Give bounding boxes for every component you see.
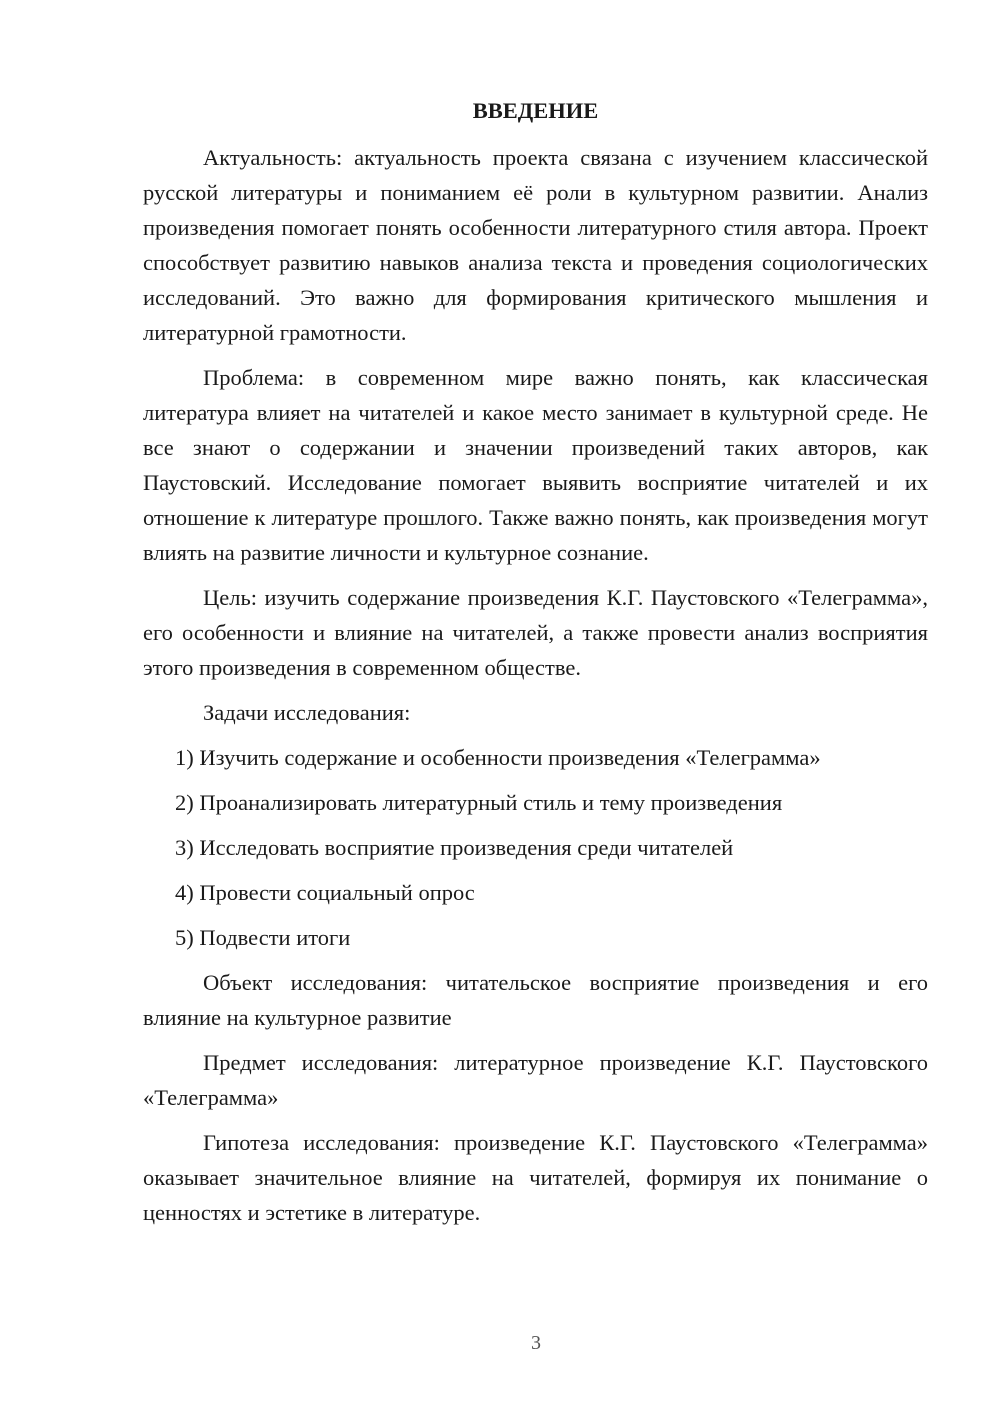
page-number: 3 (531, 1332, 541, 1354)
problem-paragraph: Проблема: в современном мире важно понять, как классическая литература влияет на читателей и какое место занимает в культурной среде. Не все знают о содержании и значении произведений таких авторов, как Паустовский. Исследование помогает выявить восприятие читателей и их отношение к литературе прошлого. Также важно понять, как произведения могут влиять на развитие личности и культурное сознание. (143, 365, 928, 565)
object-paragraph: Объект исследования: читательское восприятие произведения и его влияние на культурное развитие (143, 970, 928, 1030)
document-page (143, 96, 928, 1230)
subject-paragraph: Предмет исследования: литературное произведение К.Г. Паустовского «Телеграмма» (143, 1050, 928, 1110)
tasks-heading: Задачи исследования: (203, 700, 411, 725)
task-item: 1) Изучить содержание и особенности произведения «Телеграмма» (175, 745, 821, 770)
task-item: 5) Подвести итоги (175, 925, 351, 950)
task-item: 4) Провести социальный опрос (175, 880, 475, 905)
tasks-list (143, 740, 928, 955)
task-item: 3) Исследовать восприятие произведения среди читателей (175, 835, 734, 860)
task-item: 2) Проанализировать литературный стиль и тему произведения (175, 790, 783, 815)
goal-paragraph: Цель: изучить содержание произведения К.Г. Паустовского «Телеграмма», его особенности и влияние на читателей, а также провести анализ восприятия этого произведения в современном обществе. (143, 585, 928, 680)
relevance-paragraph: Актуальность: актуальность проекта связана с изучением классической русской литературы и пониманием её роли в культурном развитии. Анализ произведения помогает понять особенности литературного стиля автора. Проект способствует развитию навыков анализа текста и проведения социологических исследований. Это важно для формирования критического мышления и литературной грамотности. (143, 145, 928, 345)
hypothesis-paragraph: Гипотеза исследования: произведение К.Г. Паустовского «Телеграмма» оказывает значительное влияние на читателей, формируя их понимание о ценностях и эстетике в литературе. (143, 1130, 928, 1225)
section-title: ВВЕДЕНИЕ (472, 98, 599, 123)
